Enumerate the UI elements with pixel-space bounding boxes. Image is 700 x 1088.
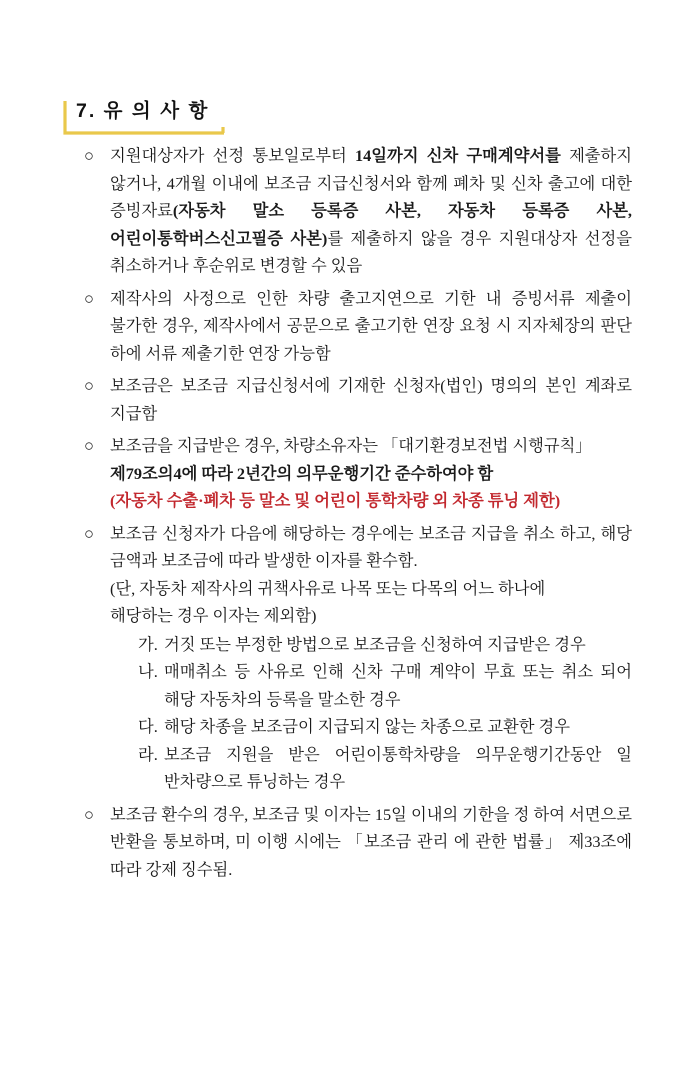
notice-sub-item <box>138 713 632 741</box>
sub-item-label: 라. <box>138 744 158 764</box>
text-run-bold: (자동차 말소 등록증 사본, 자동차 <box>172 201 496 221</box>
notice-item <box>84 801 632 884</box>
text-run: 시 지자체장의 판단 하에 서류 제출기한 연장 가능함 <box>110 316 632 363</box>
document-page <box>0 98 700 1088</box>
notice-sub-item <box>138 741 632 796</box>
sub-item-text: 매매취소 등 사유로 인해 신차 구매 계약이 무효 또는 취소 <box>164 662 594 682</box>
sub-item-text: 거짓 또는 부정한 방법으로 보조금을 신청하여 지급받은 경우 <box>164 634 586 654</box>
text-run: 계좌로 지급함 <box>110 376 632 423</box>
bullet-marker-icon: ○ <box>84 523 94 543</box>
bullet-marker-icon: ○ <box>84 376 94 396</box>
text-run: 하고, 해당 금액과 보조금에 따라 발생한 이자를 환수함. <box>110 523 632 571</box>
text-run: 보조금 신청자가 다음에 해당하는 경우에는 보조금 지급을 취소 <box>110 523 555 543</box>
notice-list <box>0 142 700 883</box>
notice-sub-item <box>138 631 632 659</box>
section-heading <box>62 98 251 124</box>
notice-item <box>84 142 632 280</box>
page-title: 7. 유 의 사 항 <box>76 100 210 122</box>
sub-item-text: 보조금 지원을 받은 어린이통학차량을 의무운행기간동안 일 <box>164 744 632 764</box>
text-run: 에 관한 법률」 제33조에 따라 강제 징수됨. <box>110 832 632 879</box>
bullet-marker-icon: ○ <box>84 804 94 824</box>
notice-item <box>84 432 632 515</box>
text-run: 제출하지 않거나, 4개월 이내에 보조금 지급신청서와 함께 폐차 <box>110 146 632 193</box>
notice-paragraph: 보조금을 지급받은 경우, 차량소유자는 「대기환경보전법 시행규칙」 <box>110 436 592 456</box>
notice-item <box>84 520 632 796</box>
text-run: 보조금은 보조금 지급신청서에 기재한 신청자(법인) 명의의 본인 <box>110 376 577 396</box>
notice-sub-list <box>138 631 632 796</box>
text-run-bold: 14일까지 신차 구매계약서를 <box>354 146 561 166</box>
text-run: 하여 서면으로 반환을 통보하며, 미 이행 시에는 「보조금 관리 <box>110 804 632 852</box>
notice-note: 해당하는 경우 이자는 제외함) <box>110 606 317 626</box>
notice-paragraph <box>110 801 632 884</box>
notice-item <box>84 285 632 368</box>
text-run-bold: 등록증 사본, 어린이통학버스신고필증 사본) <box>110 201 632 248</box>
sub-item-label: 가. <box>138 634 158 654</box>
notice-paragraph <box>110 372 632 427</box>
text-run: 경우 지원대상자 선정을 취소하거나 후순위로 변경할 수 있음 <box>110 228 632 276</box>
notice-paragraph-emphasis: 제79조의4에 따라 2년간의 의무운행기간 준수하여야 함 <box>110 463 494 483</box>
bullet-marker-icon: ○ <box>84 288 94 308</box>
sub-item-label: 다. <box>138 717 158 737</box>
text-run: 및 신차 출고에 대한 증빙자료 <box>110 173 632 221</box>
notice-sub-item <box>138 658 632 713</box>
text-run: 를 제출하지 않을 <box>327 228 453 248</box>
notice-paragraph <box>110 285 632 368</box>
sub-item-text: 되어 해당 자동차의 등록을 말소한 경우 <box>164 662 632 709</box>
bullet-marker-icon: ○ <box>84 146 94 166</box>
text-run: 제작사의 사정으로 인한 차량 출고지연으로 기한 내 증빙서류 <box>110 288 575 308</box>
text-run: 지원대상자가 선정 통보일로부터 <box>110 146 355 166</box>
sub-item-text: 반차량으로 튜닝하는 경우 <box>164 772 346 792</box>
sub-item-text: 해당 차종을 보조금이 지급되지 않는 차종으로 교환한 경우 <box>164 717 570 737</box>
notice-item <box>84 372 632 427</box>
notice-warning-text: (자동차 수출·폐차 등 말소 및 어린이 통학차량 외 차종 튜닝 제한) <box>110 491 561 511</box>
notice-note: (단, 자동차 제작사의 귀책사유로 나목 또는 다목의 어느 하나에 <box>110 578 546 598</box>
sub-item-label: 나. <box>138 662 158 682</box>
text-run: 보조금 환수의 경우, 보조금 및 이자는 15일 이내의 기한을 정 <box>110 804 530 824</box>
notice-paragraph <box>110 520 632 575</box>
bullet-marker-icon: ○ <box>84 436 94 456</box>
text-run: 제출이 불가한 경우, 제작사에서 공문으로 출고기한 연장 요청 <box>110 288 632 336</box>
notice-paragraph <box>110 142 632 280</box>
